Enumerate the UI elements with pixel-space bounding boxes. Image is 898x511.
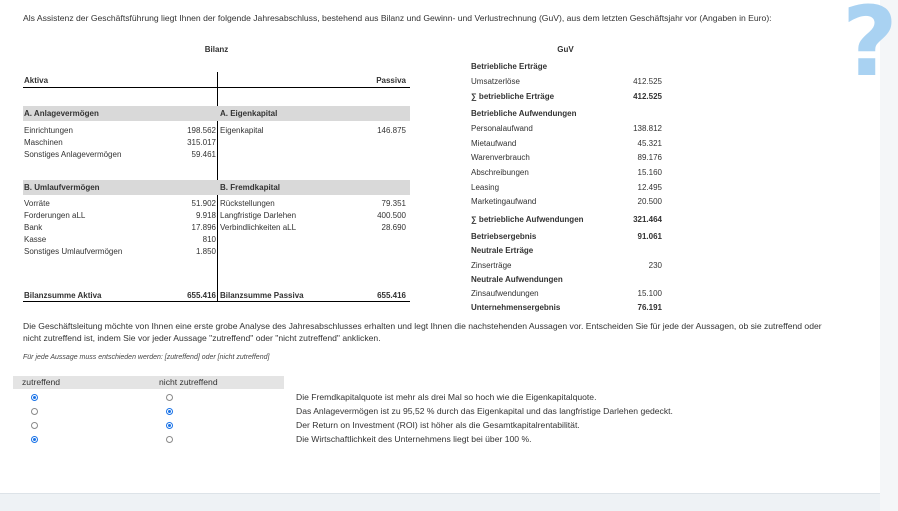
radio-zutreffend[interactable]: [31, 436, 38, 443]
av-row-label: Maschinen: [24, 138, 63, 147]
radio-zutreffend[interactable]: [31, 408, 38, 415]
guv-row-label: Warenverbrauch: [471, 153, 530, 162]
radio-zutreffend[interactable]: [31, 422, 38, 429]
bilanz-footer-line: [23, 301, 410, 302]
guv-row-value: 76.191: [637, 303, 662, 312]
guv-row-label: Zinsaufwendungen: [471, 289, 539, 298]
guv-row-value: 89.176: [637, 153, 662, 162]
uv-row-label: Vorräte: [24, 199, 50, 208]
fk-row-value: 79.351: [381, 199, 406, 208]
analysis-text: Die Geschäftsleitung möchte von Ihnen eine erste grobe Analyse des Jahresabschlusses erhalten und legt Ihnen die nachstehenden Aussagen vor. Entscheiden Sie für jede der Aussagen, ob sie zutreffend oder nicht zutreffend ist, indem Sie vor jeder Aussage "zutreffend" oder "nicht zutreffend" anklicken.: [23, 321, 822, 343]
radio-nicht-zutreffend[interactable]: [166, 436, 173, 443]
guv-row-label: Neutrale Aufwendungen: [471, 275, 563, 284]
radio-zutreffend[interactable]: [31, 394, 38, 401]
statement-text: Die Wirtschaftlichkeit des Unternehmens liegt bei über 100 %.: [296, 434, 532, 444]
guv-row-value: 412.525: [633, 77, 662, 86]
guv-row-label: Abschreibungen: [471, 168, 529, 177]
uv-row-label: Sonstiges Umlaufvermögen: [24, 247, 123, 256]
guv-row-value: 230: [648, 261, 662, 270]
intro-text: Als Assistenz der Geschäftsführung liegt Ihnen der folgende Jahresabschluss, bestehend aus Bilanz und Gewinn- und Verlustrechnung (GuV), aus dem letzten Geschäftsjahr vor (Angaben in Euro):: [23, 13, 772, 23]
av-row-value: 59.461: [191, 150, 216, 159]
uv-row-value: 17.896: [191, 223, 216, 232]
guv-row-label: Betriebliche Erträge: [471, 62, 548, 71]
guv-row-label: Personalaufwand: [471, 124, 533, 133]
fk-row-label: Verbindlichkeiten aLL: [220, 223, 297, 232]
uv-row-value: 810: [202, 235, 216, 244]
guv-row-label: Neutrale Erträge: [471, 246, 534, 255]
guv-row-label: ∑ betriebliche Aufwendungen: [471, 215, 584, 224]
av-header: A. Anlagevermögen: [24, 109, 99, 118]
statement-text: Der Return on Investment (ROI) ist höher als die Gesamtkapitalrentabilität.: [296, 420, 580, 430]
radio-nicht-zutreffend[interactable]: [166, 394, 173, 401]
guv-row-label: Betriebsergebnis: [471, 232, 537, 241]
sum-passiva-value: 655.416: [377, 291, 406, 300]
fk-row-value: 400.500: [377, 211, 406, 220]
uv-row-value: 9.918: [195, 211, 216, 220]
option-col-nicht-zutreffend: nicht zutreffend: [159, 377, 218, 387]
fk-header: B. Fremdkapital: [220, 183, 281, 192]
guv-row-value: 12.495: [637, 183, 662, 192]
guv-row-value: 20.500: [637, 197, 662, 206]
guv-row-value: 15.100: [637, 289, 662, 298]
option-col-zutreffend: zutreffend: [22, 377, 61, 387]
sum-aktiva-label: Bilanzsumme Aktiva: [24, 291, 102, 300]
ek-row-label: Eigenkapital: [220, 126, 264, 135]
ek-row-value: 146.875: [377, 126, 406, 135]
uv-row-label: Bank: [24, 223, 43, 232]
fk-row-label: Langfristige Darlehen: [220, 211, 297, 220]
guv-row-value: 91.061: [637, 232, 662, 241]
bottom-bar: [0, 493, 880, 511]
guv-row-label: Mietaufwand: [471, 139, 517, 148]
guv-row-value: 412.525: [633, 92, 662, 101]
help-question-icon[interactable]: ?: [842, 0, 898, 98]
bilanz-title: Bilanz: [204, 45, 229, 54]
instruction-text: Für jede Aussage muss entschieden werden: [zutreffend] oder [nicht zutreffend]: [23, 354, 270, 361]
passiva-label: Passiva: [376, 76, 406, 85]
guv-row-label: Betriebliche Aufwendungen: [471, 109, 577, 118]
guv-row-label: Unternehmensergebnis: [471, 303, 561, 312]
guv-title: GuV: [557, 45, 574, 54]
radio-nicht-zutreffend[interactable]: [166, 408, 173, 415]
fk-row-label: Rückstellungen: [220, 199, 275, 208]
aktiva-label: Aktiva: [24, 76, 49, 85]
sum-passiva-label: Bilanzsumme Passiva: [220, 291, 304, 300]
options-header: [13, 376, 284, 389]
guv-row-label: Marketingaufwand: [471, 197, 537, 206]
av-row-value: 315.017: [187, 138, 216, 147]
sum-aktiva-value: 655.416: [187, 291, 216, 300]
statement-text: Die Fremdkapitalquote ist mehr als drei Mal so hoch wie die Eigenkapitalquote.: [296, 392, 597, 402]
guv-row-value: 138.812: [633, 124, 662, 133]
guv-row-label: Zinserträge: [471, 261, 512, 270]
guv-row-value: 321.464: [633, 215, 662, 224]
uv-row-value: 1.850: [195, 247, 216, 256]
uv-header: B. Umlaufvermögen: [24, 183, 100, 192]
guv-row-label: ∑ betriebliche Erträge: [471, 92, 555, 101]
guv-row-label: Umsatzerlöse: [471, 77, 520, 86]
guv-row-label: Leasing: [471, 183, 500, 192]
av-row-value: 198.562: [187, 126, 216, 135]
uv-row-label: Kasse: [24, 235, 47, 244]
ek-header: A. Eigenkapital: [220, 109, 278, 118]
av-row-label: Sonstiges Anlagevermögen: [24, 150, 122, 159]
fk-row-value: 28.690: [381, 223, 406, 232]
uv-row-label: Forderungen aLL: [24, 211, 86, 220]
guv-row-value: 45.321: [637, 139, 662, 148]
guv-row-value: 15.160: [637, 168, 662, 177]
statement-text: Das Anlagevermögen ist zu 95,52 % durch das Eigenkapital und das langfristige Darlehen gedeckt.: [296, 406, 673, 416]
uv-row-value: 51.902: [191, 199, 216, 208]
av-row-label: Einrichtungen: [24, 126, 73, 135]
radio-nicht-zutreffend[interactable]: [166, 422, 173, 429]
